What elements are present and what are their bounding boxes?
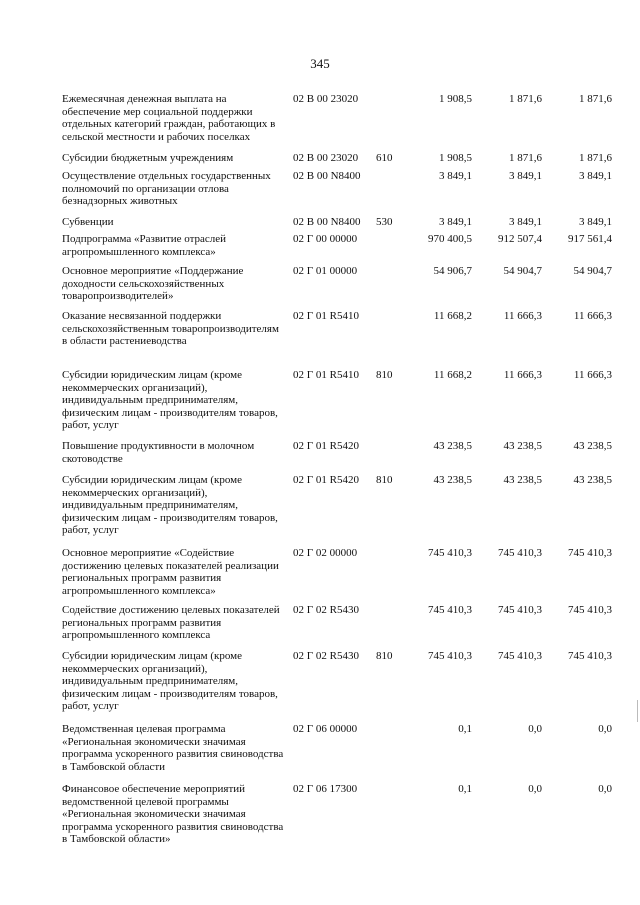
row-amount-3: 1 871,6 bbox=[579, 152, 612, 164]
scan-margin-mark bbox=[637, 700, 638, 722]
row-amount-1: 11 668,2 bbox=[433, 310, 472, 322]
row-amount-1: 3 849,1 bbox=[439, 216, 472, 228]
row-amount-3: 3 849,1 bbox=[579, 216, 612, 228]
row-name: Субсидии юридическим лицам (кроме некоммерческих организаций), индивидуальным предпринимателям, физическим лицам - производителям товаров, работ, услуг bbox=[62, 369, 278, 432]
row-name: Содействие достижению целевых показателей региональных программ развития агропромышленного комплекса bbox=[62, 604, 280, 642]
row-amount-3: 43 238,5 bbox=[573, 474, 612, 486]
row-amount-2: 43 238,5 bbox=[503, 440, 542, 452]
row-amount-2: 3 849,1 bbox=[509, 216, 542, 228]
row-name: Подпрограмма «Развитие отраслей агропромышленного комплекса» bbox=[62, 233, 227, 258]
row-name: Субсидии бюджетным учреждениям bbox=[62, 152, 234, 164]
row-amount-3: 43 238,5 bbox=[573, 440, 612, 452]
row-amount-1: 1 908,5 bbox=[439, 152, 472, 164]
row-name: Финансовое обеспечение мероприятий ведомственной целевой программы «Региональная экономически значимая программа ускоренного развития свиноводства в Тамбовской области» bbox=[62, 783, 284, 846]
row-amount-2: 0,0 bbox=[528, 783, 542, 795]
row-code: 02 В 00 23020 bbox=[293, 152, 359, 164]
row-amount-1: 970 400,5 bbox=[428, 233, 472, 245]
row-code: 02 Г 00 00000 bbox=[293, 233, 358, 245]
row-amount-3: 54 904,7 bbox=[573, 265, 612, 277]
row-amount-3: 0,0 bbox=[598, 783, 612, 795]
row-code: 02 Г 01 R5410 bbox=[293, 369, 359, 381]
row-amount-2: 11 666,3 bbox=[503, 369, 542, 381]
row-code: 02 Г 06 00000 bbox=[293, 723, 358, 735]
row-amount-1: 745 410,3 bbox=[428, 650, 472, 662]
row-amount-3: 1 871,6 bbox=[579, 93, 612, 105]
row-amount-2: 43 238,5 bbox=[503, 474, 542, 486]
row-expense-type: 530 bbox=[376, 216, 393, 228]
row-amount-2: 1 871,6 bbox=[509, 93, 542, 105]
row-amount-2: 11 666,3 bbox=[503, 310, 542, 322]
row-name: Субвенции bbox=[62, 216, 114, 228]
row-amount-1: 745 410,3 bbox=[428, 547, 472, 559]
row-code: 02 Г 02 00000 bbox=[293, 547, 358, 559]
row-amount-3: 3 849,1 bbox=[579, 170, 612, 182]
row-code: 02 Г 06 17300 bbox=[293, 783, 358, 795]
row-name: Ежемесячная денежная выплата на обеспечение мер социальной поддержки отдельных категорий граждан, работающих в сельской местности и рабочих поселках bbox=[62, 93, 276, 143]
row-amount-3: 745 410,3 bbox=[568, 650, 612, 662]
row-code: 02 Г 01 R5420 bbox=[293, 440, 359, 452]
row-name: Субсидии юридическим лицам (кроме некоммерческих организаций), индивидуальным предпринимателям, физическим лицам - производителям товаров, работ, услуг bbox=[62, 474, 278, 537]
row-code: 02 В 00 23020 bbox=[293, 93, 359, 105]
row-amount-2: 3 849,1 bbox=[509, 170, 542, 182]
row-expense-type: 810 bbox=[376, 369, 393, 381]
row-code: 02 Г 02 R5430 bbox=[293, 650, 359, 662]
page-number: 345 bbox=[310, 56, 330, 71]
row-amount-1: 11 668,2 bbox=[433, 369, 472, 381]
row-name: Основное мероприятие «Содействие достижению целевых показателей реализации региональных программ развития агропромышленного комплекса» bbox=[62, 547, 279, 597]
row-amount-3: 745 410,3 bbox=[568, 547, 612, 559]
row-name: Субсидии юридическим лицам (кроме некоммерческих организаций), индивидуальным предпринимателям, физическим лицам - производителям товаров, работ, услуг bbox=[62, 650, 278, 713]
row-amount-2: 0,0 bbox=[528, 723, 542, 735]
row-name: Повышение продуктивности в молочном скотоводстве bbox=[62, 440, 255, 465]
row-amount-3: 11 666,3 bbox=[573, 310, 612, 322]
row-amount-1: 0,1 bbox=[458, 783, 472, 795]
row-code: 02 Г 02 R5430 bbox=[293, 604, 359, 616]
row-amount-2: 54 904,7 bbox=[503, 265, 542, 277]
row-amount-3: 745 410,3 bbox=[568, 604, 612, 616]
row-code: 02 В 00 N8400 bbox=[293, 170, 361, 182]
row-amount-3: 0,0 bbox=[598, 723, 612, 735]
row-amount-1: 745 410,3 bbox=[428, 604, 472, 616]
row-amount-3: 917 561,4 bbox=[568, 233, 612, 245]
row-amount-1: 43 238,5 bbox=[433, 440, 472, 452]
row-expense-type: 810 bbox=[376, 650, 393, 662]
row-code: 02 В 00 N8400 bbox=[293, 216, 361, 228]
row-amount-2: 745 410,3 bbox=[498, 604, 542, 616]
row-amount-1: 43 238,5 bbox=[433, 474, 472, 486]
row-code: 02 Г 01 00000 bbox=[293, 265, 358, 277]
row-code: 02 Г 01 R5420 bbox=[293, 474, 359, 486]
row-amount-1: 54 906,7 bbox=[433, 265, 472, 277]
row-expense-type: 610 bbox=[376, 152, 393, 164]
row-name: Ведомственная целевая программа «Региональная экономически значимая программа ускоренного развития свиноводства в Тамбовской области bbox=[62, 723, 284, 773]
row-code: 02 Г 01 R5410 bbox=[293, 310, 359, 322]
row-amount-1: 3 849,1 bbox=[439, 170, 472, 182]
row-amount-1: 0,1 bbox=[458, 723, 472, 735]
row-name: Осуществление отдельных государственных полномочий по организации отлова безнадзорных животных bbox=[62, 170, 271, 208]
row-expense-type: 810 bbox=[376, 474, 393, 486]
row-name: Основное мероприятие «Поддержание доходности сельскохозяйственных товаропроизводителей» bbox=[62, 265, 244, 303]
row-amount-3: 11 666,3 bbox=[573, 369, 612, 381]
row-amount-2: 912 507,4 bbox=[498, 233, 542, 245]
row-amount-2: 1 871,6 bbox=[509, 152, 542, 164]
row-amount-2: 745 410,3 bbox=[498, 650, 542, 662]
row-amount-2: 745 410,3 bbox=[498, 547, 542, 559]
row-amount-1: 1 908,5 bbox=[439, 93, 472, 105]
row-name: Оказание несвязанной поддержки сельскохозяйственным товаропроизводителям в области растениеводства bbox=[62, 310, 279, 348]
